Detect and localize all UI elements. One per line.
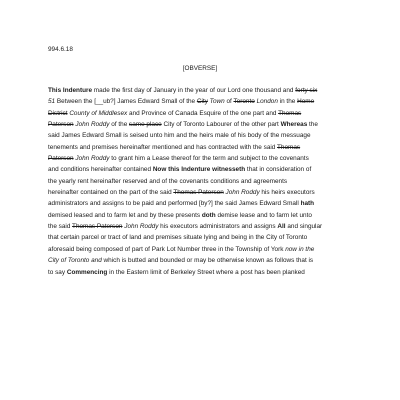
bold-text: All [277,223,286,231]
transcription-line [48,164,354,175]
line-text: hereinafter contained on the part of the said [48,189,174,197]
transcription-line [48,267,354,278]
struck-text: District [48,109,68,117]
line-text: and singular [285,223,323,231]
struck-text: Thomas [277,143,301,151]
line-text: administrators and assigns to be paid and performed [by?] the said James Edward Small [48,200,301,208]
transcription-line [48,108,354,119]
line-text: said James Edward Small is seised unto him and the heirs male of his body of the messuage [48,132,311,140]
line-text: tenements and premises hereinafter mentioned and has contracted with the said [48,143,278,151]
document-number: 994.6.18 [48,46,73,53]
transcription-line [48,130,354,141]
italic-text: London [256,98,278,106]
italic-text: John Roddy [225,189,260,197]
struck-text: Thomas [278,109,302,117]
line-text: his executors administrators and assigns [158,223,278,231]
transcription-line [48,210,354,221]
line-text: to grant him a Lease thereof for the term and subject to the covenants [109,155,309,163]
line-text: and Province of Canada Esquire of the one part and [127,109,279,117]
transcription-body [48,85,354,278]
italic-text: John Roddy [75,155,110,163]
bold-text: hath [300,200,315,208]
transcription-line [48,244,354,255]
line-text: demised leased and to farm let and by these presents [48,211,202,219]
transcription-line [48,187,354,198]
transcription-line [48,232,354,243]
bold-text: Whereas [280,121,308,129]
line-text: of the [109,121,130,129]
line-text: in the Eastern limit of Berkeley Street where a post has been planked [107,268,305,276]
line-text: the said [48,223,73,231]
line-text: demise lease and to farm let unto [215,211,312,219]
line-text: that in consideration of [245,166,312,174]
transcription-line [48,119,354,130]
line-text: and conditions hereinafter contained [48,166,153,174]
italic-text: John Roddy [75,121,110,129]
obverse-heading: [OBVERSE] [182,65,218,72]
transcription-line [48,176,354,187]
transcription-line [48,85,354,96]
line-text: City of Toronto Labourer of the other part [161,121,281,129]
line-text: to say [48,268,67,276]
bold-text: doth [201,211,216,219]
line-text: of [224,98,234,106]
italic-text: Town [209,98,225,106]
line-text: Between the [__ub?] James Edward Small of the [55,98,197,106]
line-text: which is butted and bounded or may be otherwise known as follows that is [101,257,314,265]
struck-text: Toronto [233,98,255,106]
transcription-line [48,96,354,107]
italic-text: John Roddy [124,223,159,231]
line-text: the yearly rent hereinafter reserved and of the covenants conditions and agreements [48,177,288,185]
line-text: made the first day of January in the year of our Lord one thousand and [92,87,296,94]
line-text: aforesaid being composed of part of Park Lot Number three in the Township of York [48,245,286,253]
struck-text: Thomas Paterson [173,189,224,197]
struck-text: Paterson [48,155,74,163]
transcription-line [48,198,354,209]
italic-text: now in the [285,245,315,253]
struck-text: Thomas Paterson [72,223,123,231]
transcription-line [48,221,354,232]
bold-text: Commencing [66,268,108,276]
transcription-line [48,255,354,266]
struck-text: City [196,98,208,106]
italic-text: 51 [48,98,56,106]
struck-text: Paterson [48,121,74,129]
transcription-line [48,142,354,153]
italic-text: City of Toronto and [48,257,102,265]
line-text: in the [277,98,298,106]
struck-text: same place [129,121,162,129]
struck-text: forty six [295,87,318,94]
line-text: his heirs executors [259,189,315,197]
line-text: that certain parcel or tract of land and premises situate lying and being in the City of Toronto [48,234,308,242]
struck-text: Home [297,98,315,106]
bold-text: This Indenture [48,87,93,94]
line-text: the [307,121,318,129]
transcription-line [48,153,354,164]
bold-text: Now this Indenture witnesseth [152,166,246,174]
italic-text: County of Middlesex [69,109,128,117]
